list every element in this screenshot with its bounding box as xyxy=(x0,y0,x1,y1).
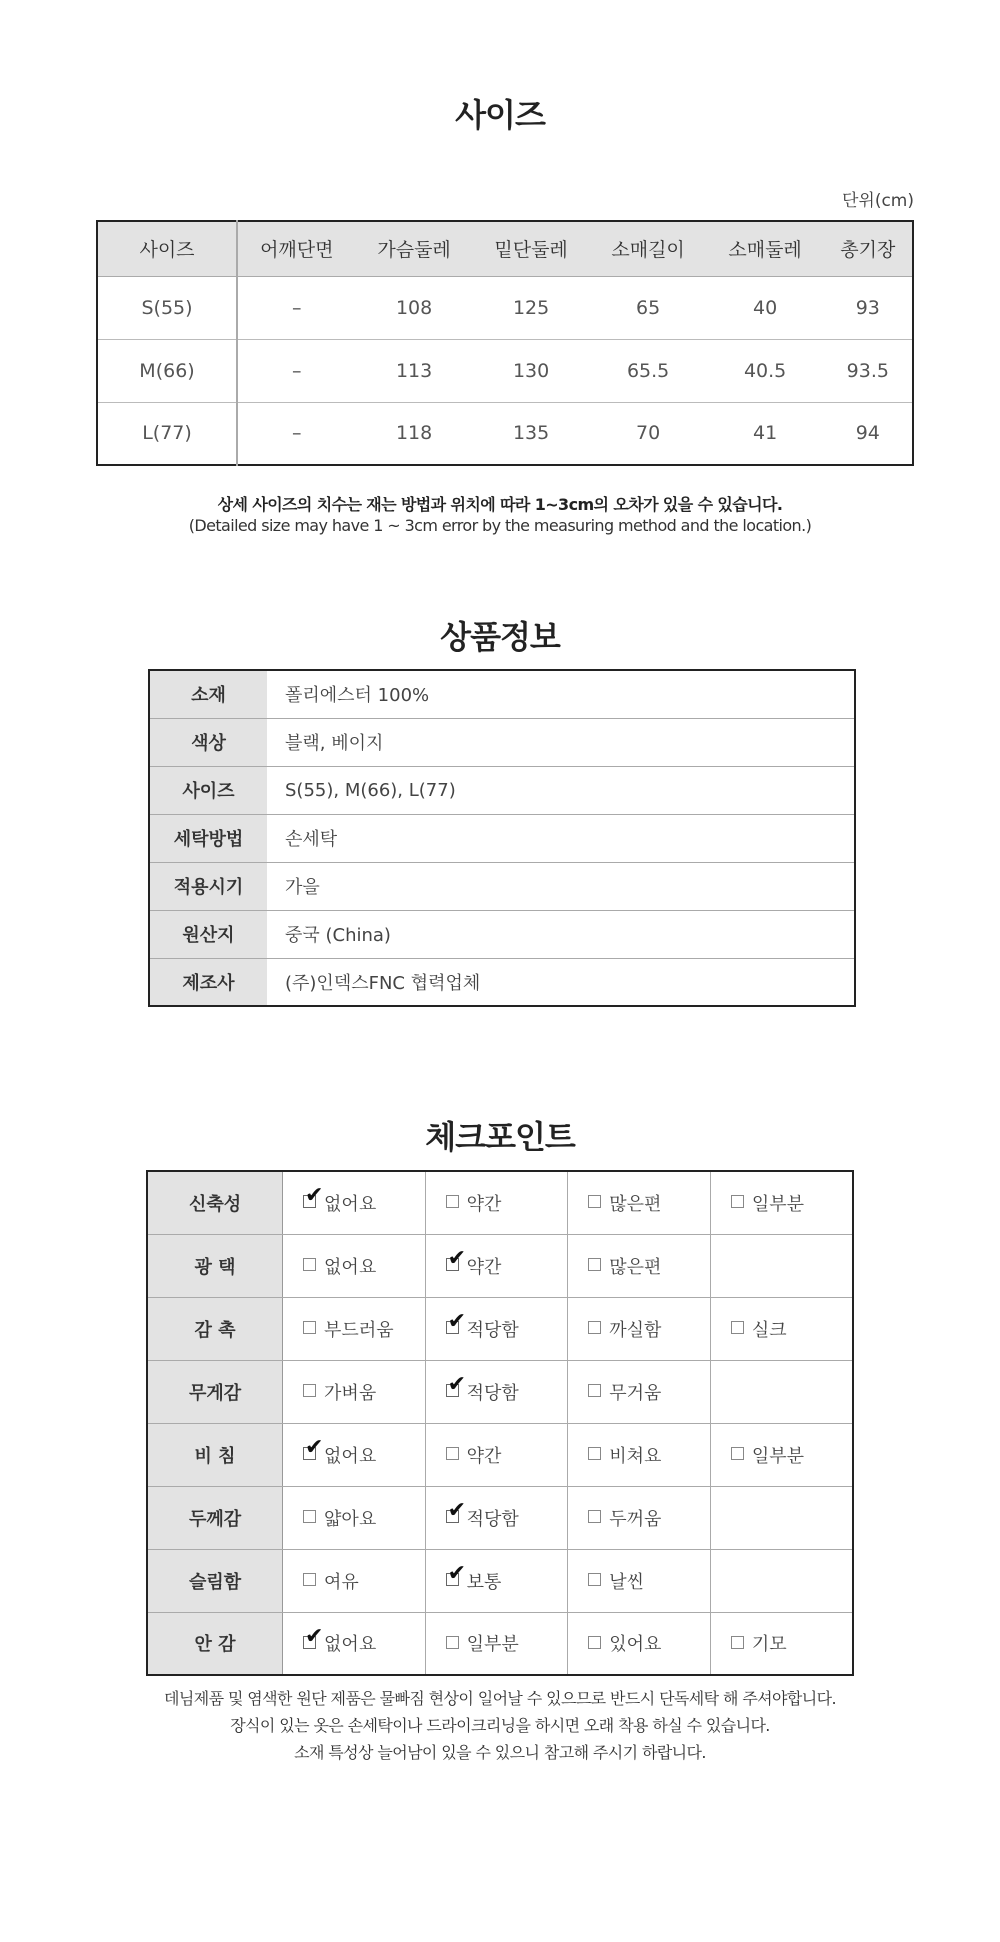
checkpoint-label: 슬림함 xyxy=(147,1549,283,1612)
checkpoint-label: 감 촉 xyxy=(147,1297,283,1360)
checkpoint-row xyxy=(147,1549,853,1612)
checkpoint-option-label: 많은편 xyxy=(609,1256,662,1278)
checkpoint-option-label: 얇아요 xyxy=(324,1508,377,1530)
checkpoint-option-label: 적당함 xyxy=(466,1382,519,1404)
info-value: 가을 xyxy=(267,862,855,910)
checkpoint-row xyxy=(147,1297,853,1360)
checkpoint-option xyxy=(710,1360,853,1423)
info-value: 손세탁 xyxy=(267,814,855,862)
checkbox[interactable] xyxy=(446,1195,459,1208)
checked-checkbox[interactable] xyxy=(446,1246,467,1271)
checkpoint-option-label: 없어요 xyxy=(324,1256,377,1278)
checkpoint-option[interactable] xyxy=(283,1549,426,1612)
checkmark-icon: ✔ xyxy=(447,1498,467,1523)
checkpoint-option-label: 부드러움 xyxy=(324,1319,394,1341)
checkmark-icon: ✔ xyxy=(305,1623,324,1649)
size-cell: 40.5 xyxy=(707,339,824,402)
info-row xyxy=(149,958,855,1006)
checkbox[interactable] xyxy=(731,1636,744,1649)
checkpoint-option-label: 약간 xyxy=(466,1193,502,1215)
checked-checkbox[interactable] xyxy=(303,1183,324,1209)
checkpoint-row xyxy=(147,1171,853,1234)
checkpoint-option[interactable] xyxy=(568,1360,711,1423)
checkpoint-option[interactable] xyxy=(710,1171,853,1234)
checked-checkbox[interactable] xyxy=(303,1623,324,1649)
info-value: 블랙, 베이지 xyxy=(267,718,855,766)
checkpoint-label: 광 택 xyxy=(147,1234,283,1297)
size-cell: 113 xyxy=(356,339,473,402)
size-cell: 65.5 xyxy=(590,339,707,402)
checkpoint-option xyxy=(710,1486,853,1549)
checkpoint-option[interactable] xyxy=(710,1297,853,1360)
checkpoint-label: 비 침 xyxy=(147,1423,283,1486)
info-row xyxy=(149,718,855,766)
checkpoint-row xyxy=(147,1360,853,1423)
size-table-header: 소매길이 xyxy=(590,221,707,276)
size-section-title: 사이즈 xyxy=(455,96,545,134)
footer-note-3: 소재 특성상 늘어남이 있을 수 있으니 참고해 주시기 하랍니다. xyxy=(294,1743,706,1762)
checkpoint-option[interactable] xyxy=(568,1423,711,1486)
size-table-header: 소매둘레 xyxy=(707,221,824,276)
checkbox[interactable] xyxy=(303,1573,316,1586)
info-value: (주)인덱스FNC 협력업체 xyxy=(285,972,481,994)
checkmark-icon: ✔ xyxy=(305,1435,324,1460)
unit-label: 단위(cm) xyxy=(841,191,914,211)
size-cell: 93.5 xyxy=(824,339,913,402)
checkpoint-option-label: 실크 xyxy=(751,1319,787,1341)
checkpoint-option[interactable] xyxy=(425,1612,568,1675)
info-row xyxy=(149,910,855,958)
checked-checkbox[interactable] xyxy=(446,1561,467,1586)
checkbox[interactable] xyxy=(588,1447,601,1460)
checkpoint-title: 체크포인트 xyxy=(425,1118,575,1156)
info-label: 세탁방법 xyxy=(149,814,267,862)
checkpoint-option-label: 두꺼움 xyxy=(609,1508,662,1530)
checkbox[interactable] xyxy=(588,1258,601,1271)
checkpoint-option[interactable] xyxy=(425,1360,568,1423)
checkpoint-option-label: 있어요 xyxy=(609,1634,662,1656)
info-value: S(55), M(66), L(77) xyxy=(267,766,855,814)
info-value: 중국 (China) xyxy=(267,910,855,958)
info-label: 적용시기 xyxy=(149,862,267,910)
checkpoint-option-label: 없어요 xyxy=(324,1634,377,1656)
checkpoint-option-label: 비쳐요 xyxy=(609,1445,662,1467)
checked-checkbox[interactable] xyxy=(446,1498,467,1523)
info-label: 원산지 xyxy=(149,910,267,958)
checkpoint-option[interactable] xyxy=(568,1234,711,1297)
checkpoint-option[interactable] xyxy=(425,1171,568,1234)
checkmark-icon: ✔ xyxy=(447,1561,467,1586)
checkpoint-option-label: 여유 xyxy=(324,1571,359,1593)
size-table-row xyxy=(97,402,913,465)
checkbox[interactable] xyxy=(446,1636,459,1649)
checkbox[interactable] xyxy=(731,1321,744,1334)
size-cell: – xyxy=(237,276,356,339)
checkmark-icon: ✔ xyxy=(447,1246,467,1271)
size-cell: 135 xyxy=(512,422,550,445)
size-cell: 130 xyxy=(473,339,590,402)
checkpoint-option-label: 기모 xyxy=(751,1634,787,1656)
checkbox[interactable] xyxy=(303,1510,316,1523)
size-table-header-row xyxy=(97,221,913,276)
info-row xyxy=(149,862,855,910)
checkpoint-option-label: 보통 xyxy=(466,1571,502,1593)
size-cell: 65 xyxy=(590,276,707,339)
info-value: 폴리에스터 100% xyxy=(267,670,855,718)
checkpoint-label: 두께감 xyxy=(147,1486,283,1549)
checkpoint-option[interactable] xyxy=(425,1234,568,1297)
checkpoint-label: 안 감 xyxy=(147,1612,283,1675)
info-row xyxy=(149,670,855,718)
checkpoint-option[interactable] xyxy=(283,1612,426,1675)
info-row xyxy=(149,814,855,862)
checkbox[interactable] xyxy=(588,1636,601,1649)
checkpoint-option-label: 약간 xyxy=(466,1256,502,1278)
checkpoint-option[interactable] xyxy=(425,1549,568,1612)
product-info-title: 상품정보 xyxy=(440,618,560,656)
checkpoint-option-label: 약간 xyxy=(466,1445,502,1467)
checked-checkbox[interactable] xyxy=(303,1435,324,1460)
checkbox[interactable] xyxy=(588,1384,601,1397)
info-label: 색상 xyxy=(149,718,267,766)
checkpoint-option[interactable] xyxy=(568,1486,711,1549)
checkbox[interactable] xyxy=(731,1447,744,1460)
size-table-header: 총기장 xyxy=(824,221,913,276)
checked-checkbox[interactable] xyxy=(446,1309,467,1334)
checkpoint-option-label: 날씬 xyxy=(609,1571,645,1593)
checkpoint-option[interactable] xyxy=(425,1486,568,1549)
checkpoint-row xyxy=(147,1423,853,1486)
checkmark-icon: ✔ xyxy=(447,1372,467,1397)
checkpoint-option[interactable] xyxy=(283,1297,426,1360)
checkpoint-option xyxy=(710,1549,853,1612)
checkpoint-option-label: 없어요 xyxy=(324,1445,377,1467)
size-cell: M(66) xyxy=(97,339,237,402)
size-cell: L(77) xyxy=(97,402,237,465)
checkpoint-option[interactable] xyxy=(568,1549,711,1612)
checkpoint-row xyxy=(147,1486,853,1549)
size-table-row xyxy=(97,276,913,339)
checkbox[interactable] xyxy=(303,1384,316,1397)
checkbox[interactable] xyxy=(303,1321,316,1334)
size-table-row xyxy=(97,339,913,402)
size-cell: S(55) xyxy=(97,276,237,339)
footer-note-2: 장식이 있는 옷은 손세탁이나 드라이크리닝을 하시면 오래 착용 하실 수 있습니다. xyxy=(230,1716,770,1735)
size-note-korean: 상세 사이즈의 치수는 재는 방법과 위치에 따라 1~3cm의 오차가 있을 수 있습니다. xyxy=(217,495,783,514)
checkmark-icon: ✔ xyxy=(447,1309,467,1334)
size-table-header: 어깨단면 xyxy=(237,221,356,276)
size-cell: – xyxy=(237,339,356,402)
checkpoint-option-label: 없어요 xyxy=(324,1193,377,1215)
size-cell: 125 xyxy=(473,276,590,339)
size-table xyxy=(96,220,914,466)
checkpoint-option-label: 적당함 xyxy=(466,1319,519,1341)
checkpoint-option-label: 가벼움 xyxy=(324,1382,377,1404)
size-cell: 93 xyxy=(824,276,913,339)
checkpoint-option-label: 적당함 xyxy=(466,1508,519,1530)
checkpoint-row xyxy=(147,1612,853,1675)
checkpoint-option[interactable] xyxy=(568,1612,711,1675)
product-info-table xyxy=(148,669,856,1007)
checkpoint-option[interactable] xyxy=(710,1612,853,1675)
checkpoint-option[interactable] xyxy=(568,1297,711,1360)
checkpoint-option[interactable] xyxy=(283,1423,426,1486)
size-table-header: 사이즈 xyxy=(97,221,237,276)
size-cell: – xyxy=(292,422,302,445)
size-table-header: 밑단둘레 xyxy=(473,221,590,276)
checkbox[interactable] xyxy=(731,1195,744,1208)
checkbox[interactable] xyxy=(588,1195,601,1208)
checkpoint-row xyxy=(147,1234,853,1297)
size-cell: 40 xyxy=(707,276,824,339)
checkpoint-option[interactable] xyxy=(283,1171,426,1234)
checkbox[interactable] xyxy=(588,1321,601,1334)
checkpoint-option[interactable] xyxy=(425,1297,568,1360)
checkpoint-option[interactable] xyxy=(283,1360,426,1423)
checkpoint-option[interactable] xyxy=(710,1423,853,1486)
size-cell: 94 xyxy=(855,422,880,445)
footer-note-1: 데님제품 및 염색한 원단 제품은 물빠짐 현상이 일어날 수 있으므로 반드시 단독세탁 해 주셔야합니다. xyxy=(164,1689,836,1708)
size-note-english: (Detailed size may have 1 ~ 3cm error by the measuring method and the location.) xyxy=(188,516,812,535)
checkpoint-option-label: 일부분 xyxy=(751,1193,805,1215)
checkbox[interactable] xyxy=(446,1447,459,1460)
checkpoint-option[interactable] xyxy=(425,1423,568,1486)
checkbox[interactable] xyxy=(303,1258,316,1271)
size-cell: 118 xyxy=(395,422,433,445)
info-label: 제조사 xyxy=(149,958,267,1006)
checkpoint-label: 신축성 xyxy=(147,1171,283,1234)
size-cell: 108 xyxy=(356,276,473,339)
info-row xyxy=(149,766,855,814)
checkbox[interactable] xyxy=(588,1510,601,1523)
checkbox[interactable] xyxy=(588,1573,601,1586)
checkpoint-option-label: 일부분 xyxy=(466,1634,519,1656)
size-cell: 70 xyxy=(636,422,661,445)
checkpoint-option[interactable] xyxy=(283,1486,426,1549)
checkpoint-table xyxy=(146,1170,854,1676)
checkpoint-option[interactable] xyxy=(283,1234,426,1297)
size-cell: 41 xyxy=(753,422,778,445)
info-label: 소재 xyxy=(149,670,267,718)
size-table-header: 가슴둘레 xyxy=(356,221,473,276)
checkpoint-option-label: 무거움 xyxy=(609,1382,662,1404)
info-label: 사이즈 xyxy=(149,766,267,814)
checkpoint-option[interactable] xyxy=(568,1171,711,1234)
checkpoint-option-label: 일부분 xyxy=(751,1445,805,1467)
checkpoint-option xyxy=(710,1234,853,1297)
checkpoint-label: 무게감 xyxy=(147,1360,283,1423)
checkpoint-option-label: 많은편 xyxy=(609,1193,662,1215)
checkpoint-option-label: 까실함 xyxy=(609,1319,662,1341)
checkmark-icon: ✔ xyxy=(305,1183,324,1209)
checked-checkbox[interactable] xyxy=(446,1372,467,1397)
